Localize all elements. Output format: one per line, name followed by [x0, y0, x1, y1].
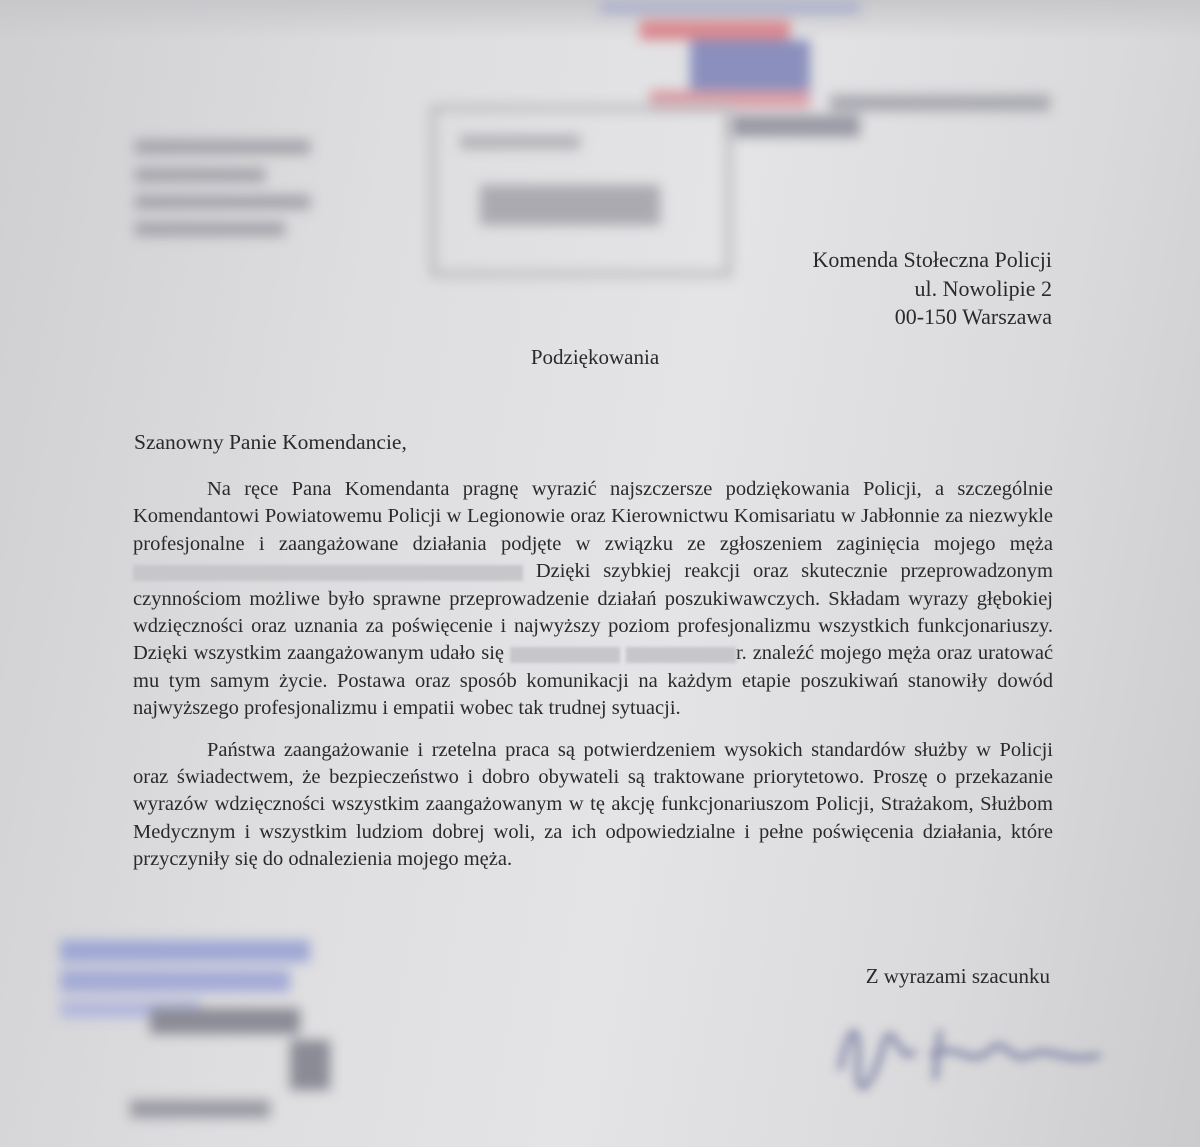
closing-phrase: Z wyrazami szacunku [865, 964, 1050, 988]
paragraph-1-part-1: Na ręce Pana Komendanta pragnę wyrazić najszczersze podziękowania Policji, a szczególnie Komendantowi Powiatowemu Policji w Legionowie oraz Kierownictwu Komisariatu w Jabłonnie za niezwykle profesjonalne i zaangażowane działania podjęte w związku ze zgłoszeniem zaginięcia mojego męża [133, 478, 1053, 555]
recipient-address [813, 246, 1053, 332]
salutation: Szanowny Panie Komendancie, [134, 430, 407, 454]
signature-redacted [830, 1010, 1110, 1090]
paragraph-1 [133, 476, 1053, 723]
bottom-stamp-redacted [40, 920, 410, 1140]
letter-subject: Podziękowania [530, 345, 660, 369]
recipient-line-1: Komenda Stołeczna Policji [812, 247, 1052, 272]
paragraph-1-part-2: Dzięki szybkiej reakcji oraz skutecznie przeprowadzonym czynnościom możliwe było sprawne przeprowadzenie działań poszukiwawczych. Składam wyrazy głębokiej wdzięczności oraz uznania za poświęcenie i najwyższy poziom profesjonalizmu wszystkich funkcjonariuszy. Dzięki wszystkim zaangażowanym udało się [133, 560, 1054, 665]
paragraph-1-part-3: r. znaleźć mojego męża oraz uratować mu tym samym życie. Postawa oraz sposób komunikacji na każdym etapie poszukiwań stanowiły dowód najwyższego profesjonalizmu i empatii wobec tak trudnej sytuacji. [133, 642, 1054, 720]
redacted-date [510, 647, 620, 663]
paragraph-2: Państwa zaangażowanie i rzetelna praca są potwierdzeniem wysokich standardów służby w Policji oraz świadectwem, że bezpieczeństwo i dobro obywateli są traktowane priorytetowo. Proszę o przekazanie wyrazów wdzięczności wszystkim zaangażowanym w tę akcję funkcjonariuszom Policji, Strażakom, Służbom Medycznym i wszystkim ludziom dobrej woli, za ich odpowiedzialne i pełne poświęcenia działania, które przyczyniły się do odnalezienia mojego męża. [133, 738, 1053, 871]
letter-body [133, 476, 1053, 888]
redacted-name [133, 565, 523, 581]
sender-address-redacted [80, 90, 410, 270]
recipient-line-2: ul. Nowolipie 2 [914, 275, 1052, 301]
redacted-date-cont [626, 647, 736, 663]
registry-stamp-redacted [420, 95, 740, 275]
recipient-line-3: 00-150 Warszawa [894, 304, 1052, 329]
